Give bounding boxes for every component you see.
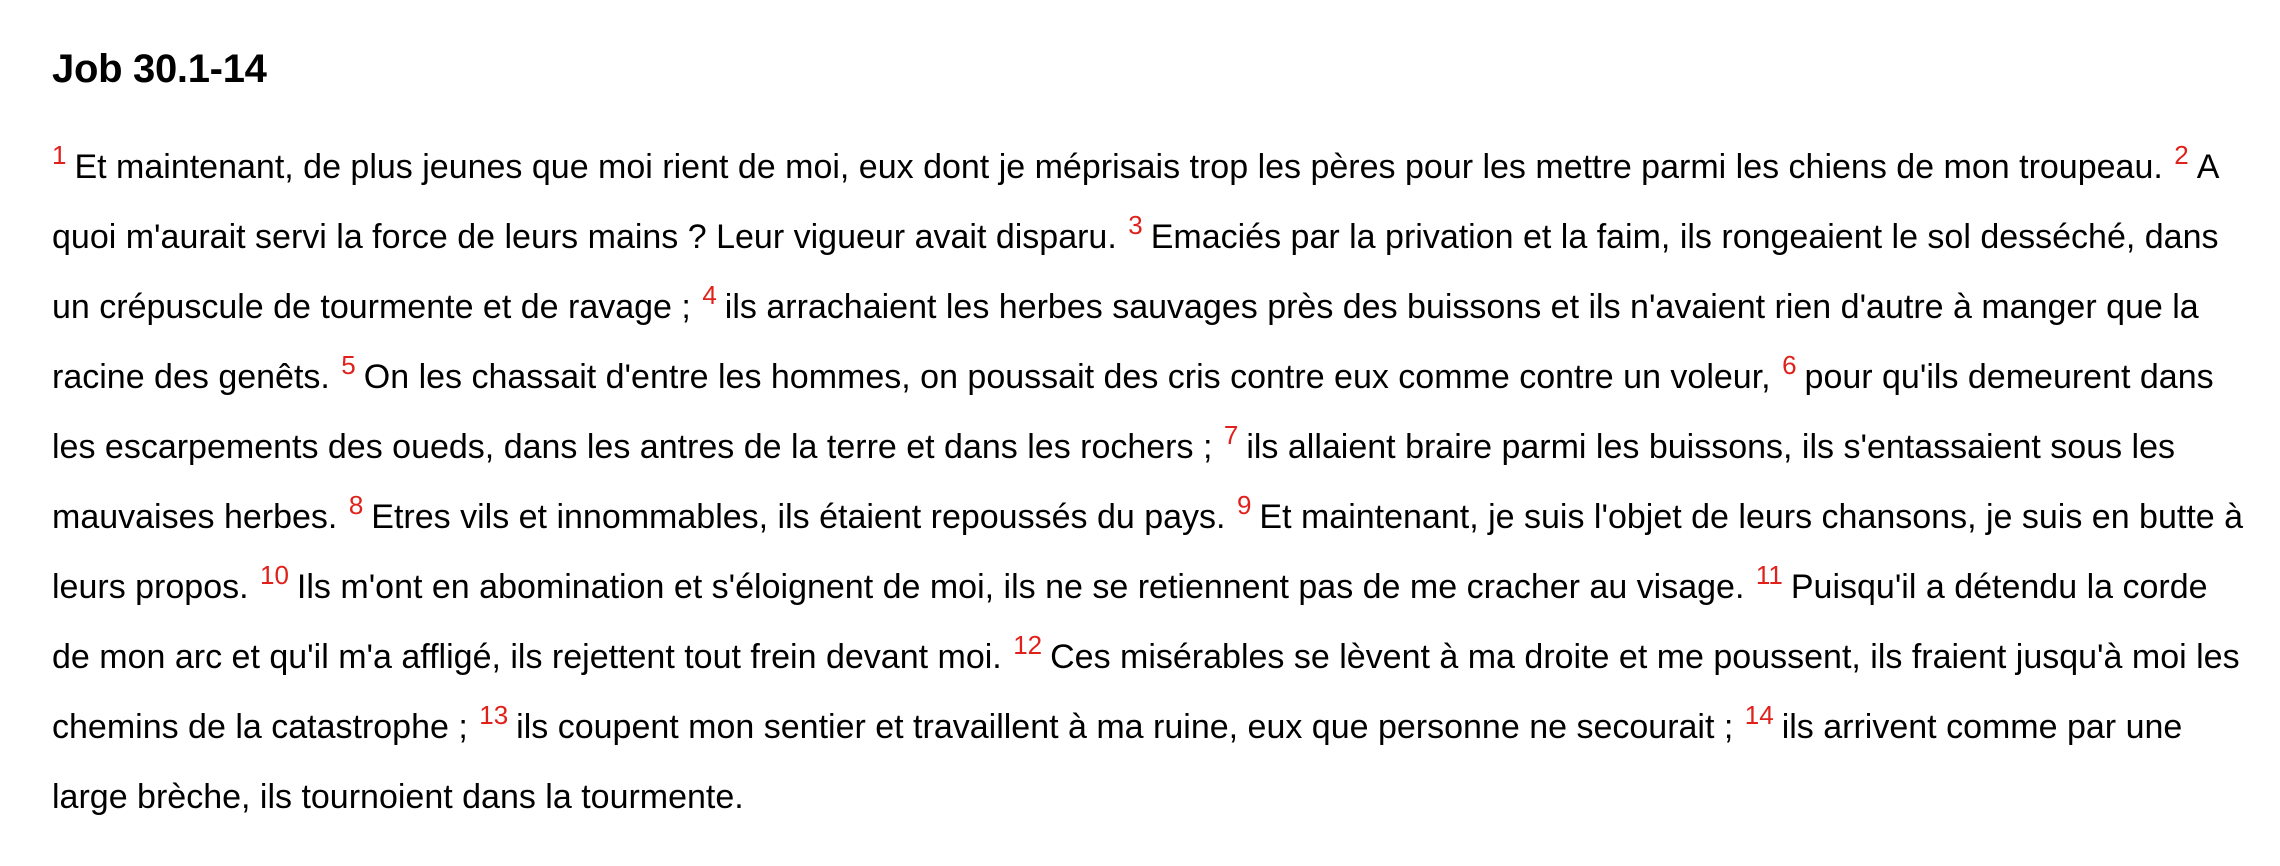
verse-text: A quoi m'aurait servi la force de leurs mains ? Leur vigueur avait disparu.	[52, 148, 2218, 256]
verse-text: Puisqu'il a détendu la corde de mon arc et qu'il m'a affligé, ils rejettent tout frein devant moi.	[52, 568, 2208, 676]
verse-number: 12	[1013, 630, 1043, 660]
verse-number: 11	[1755, 560, 1783, 590]
verse-number: 2	[2174, 140, 2189, 170]
verse-number: 7	[1223, 420, 1239, 450]
verse-number: 8	[348, 490, 364, 520]
verse-text: ils coupent mon sentier et travaillent à ma ruine, eux que personne ne secourait ;	[516, 708, 1734, 746]
verse-number: 14	[1744, 700, 1774, 730]
verse-number: 10	[260, 560, 289, 590]
passage	[52, 132, 2252, 832]
verse-text: Et maintenant, je suis l'objet de leurs chansons, je suis en butte à leurs propos.	[52, 498, 2244, 606]
verse-text: On les chassait d'entre les hommes, on poussait des cris contre eux comme contre un voleur,	[363, 358, 1771, 396]
verse-text: Ces misérables se lèvent à ma droite et me poussent, ils fraient jusqu'à moi les chemins de la catastrophe ;	[52, 638, 2240, 746]
page-title: Job 30.1-14	[52, 47, 267, 91]
verse-text: Et maintenant, de plus jeunes que moi rient de moi, eux dont je méprisais trop les pères pour les mettre parmi les chiens de mon troupeau.	[74, 148, 2163, 186]
verse-number: 6	[1782, 350, 1797, 380]
verse-text: ils allaient braire parmi les buissons, ils s'entassaient sous les mauvaises herbes.	[52, 428, 2176, 536]
verse-number: 5	[341, 350, 356, 380]
verse-number: 3	[1128, 210, 1143, 240]
verse-number: 9	[1236, 490, 1252, 520]
verse-text: Emaciés par la privation et la faim, ils rongeaient le sol desséché, dans un crépuscule de tourmente et de ravage ;	[52, 218, 2219, 326]
verse-number: 13	[479, 700, 509, 730]
verse-text: ils arrachaient les herbes sauvages près des buissons et ils n'avaient rien d'autre à manger que la racine des genêts.	[52, 288, 2199, 396]
verse-number: 1	[52, 140, 67, 170]
verse-number: 4	[702, 280, 717, 310]
verse-text: Ils m'ont en abomination et s'éloignent de moi, ils ne se retiennent pas de me cracher au visage.	[296, 568, 1745, 606]
verse-text: pour qu'ils demeurent dans les escarpements des oueds, dans les antres de la terre et dans les rochers ;	[52, 358, 2214, 466]
verse-text: Etres vils et innommables, ils étaient repoussés du pays.	[371, 498, 1226, 536]
verse-text: ils arrivent comme par une large brèche, ils tournoient dans la tourmente.	[52, 708, 2183, 816]
